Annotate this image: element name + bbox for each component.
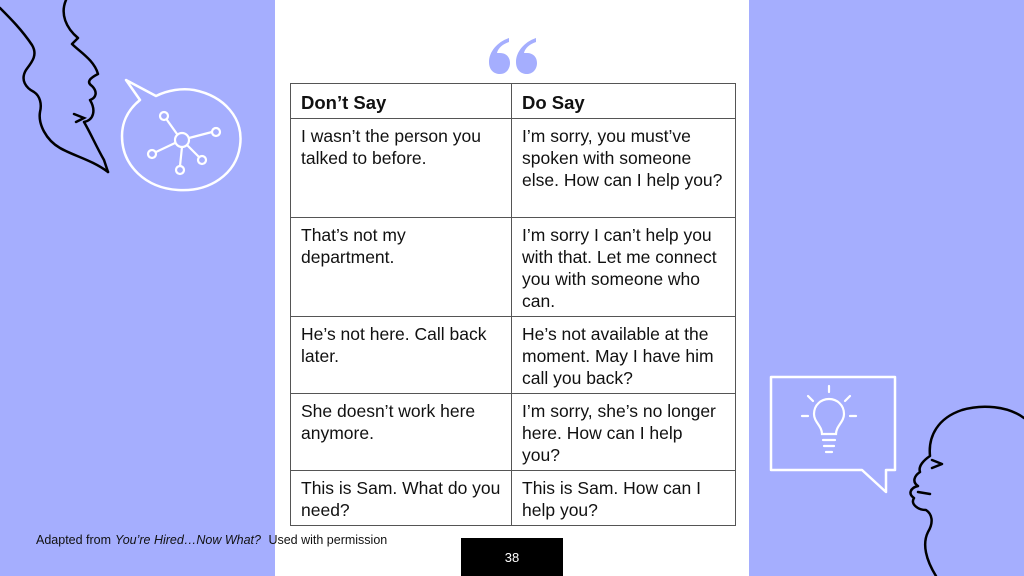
dont-say-cell: She doesn’t work here anymore. (291, 394, 512, 471)
phrase-comparison-table (290, 83, 736, 526)
left-head-profile-icon (0, 0, 120, 180)
caption-prefix: Adapted from (36, 533, 112, 547)
table-row (291, 218, 736, 317)
table-row (291, 394, 736, 471)
caption-book-title: You’re Hired…Now What? (115, 533, 261, 547)
page-number-box (461, 538, 563, 576)
dont-say-cell: I wasn’t the person you talked to before. (291, 119, 512, 218)
caption-suffix: Used with permission (268, 533, 388, 547)
do-say-cell: I’m sorry, she’s no longer here. How can I help you? (512, 394, 736, 471)
dont-say-cell: That’s not my department. (291, 218, 512, 317)
do-say-cell: This is Sam. How can I help you? (512, 471, 736, 526)
column-header-do-say: Do Say (512, 84, 736, 119)
quote-mark-icon (487, 36, 539, 76)
page-number: 38 (504, 549, 520, 565)
dont-say-cell: He’s not here. Call back later. (291, 317, 512, 394)
do-say-cell: He’s not available at the moment. May I have him call you back? (512, 317, 736, 394)
column-header-dont-say: Don’t Say (291, 84, 512, 119)
table-header-row (291, 84, 736, 119)
right-head-profile-icon (896, 404, 1024, 576)
table-row (291, 317, 736, 394)
attribution-caption (36, 533, 387, 547)
table-row (291, 471, 736, 526)
do-say-cell: I’m sorry, you must’ve spoken with someone else. How can I help you? (512, 119, 736, 218)
lightbulb-speech-bubble-icon (768, 374, 900, 496)
do-say-cell: I’m sorry I can’t help you with that. Let me connect you with someone who can. (512, 218, 736, 317)
network-speech-bubble-icon (118, 74, 246, 196)
table-row (291, 119, 736, 218)
dont-say-cell: This is Sam. What do you need? (291, 471, 512, 526)
